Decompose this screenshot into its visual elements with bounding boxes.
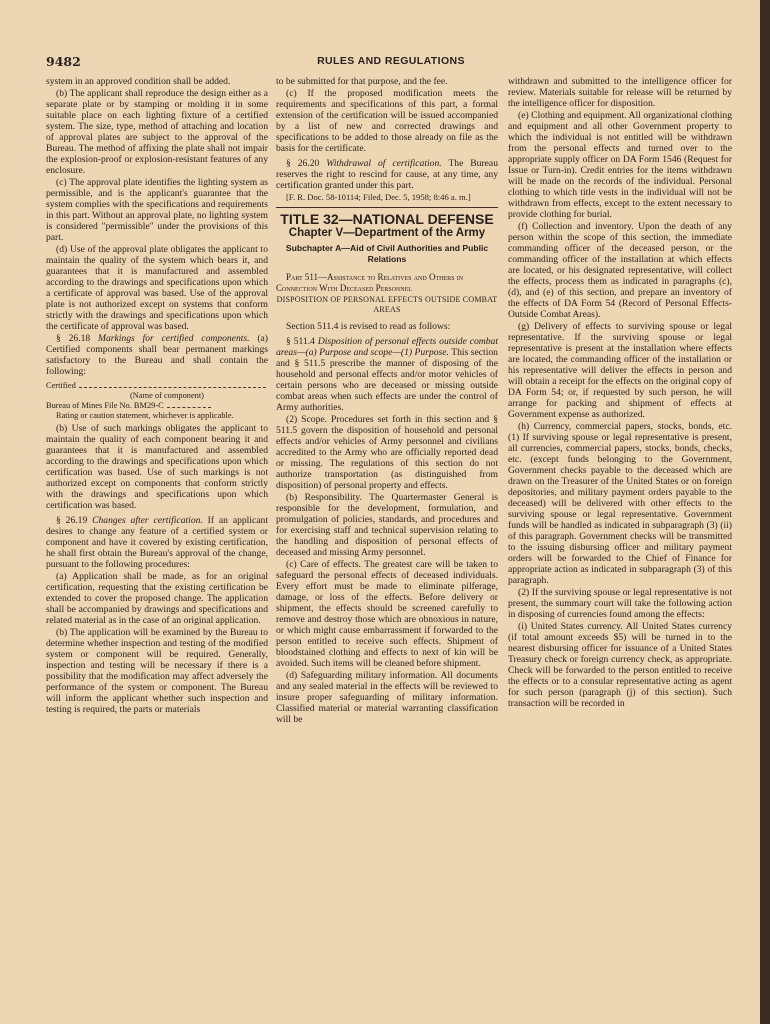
section-subheading: —(a) Purpose and scope—(1) Purpose.	[296, 347, 449, 358]
section-number: § 26.20	[286, 158, 320, 169]
section-title: Markings for certified components.	[97, 333, 250, 344]
paragraph: (b) The application will be examined by the Bureau to determine whether inspection and testing of the modified system or component will be required. Generally, inspection and testing will be necessary if there is a possibility that the modification may affect adversely the performance of the system or component. The Bureau will inform the applicant whether such inspection and testing is required, the parts or materials	[46, 627, 268, 715]
paragraph: (d) Safeguarding military information. All documents and any sealed material in the effects will be reviewed to insure proper safeguarding of military information. Classified material or material warranting classification will be	[276, 670, 498, 725]
paragraph: (f) Collection and inventory. Upon the death of any person within the scope of this section, the immediate commanding officer of the deceased person, or the commanding officer of the installation at which effects are located, or his designated representative, will collect the effects, process them as indicated in paragraphs (c), (d), and (e) of this section, and prepare an inventory of the effects of DA Form 54 (Record of Personal Effects-Outside Combat Areas).	[508, 221, 732, 320]
paragraph: (e) Clothing and equipment. All organizational clothing and equipment and all other Government property to which the individual is not entitled will be withdrawn from the personal effects and turned over to the appropriate supply officer on DA Form 1546 (Request for Issue or Turn-in). Credit entries for the items withdrawn will be made on the records of the individual. Personal clothing to which title vests in the individual will not be withdrawn from effects, except to the extent necessary to provide clothing for burial.	[508, 110, 732, 220]
running-header	[46, 54, 736, 70]
divider	[276, 207, 498, 208]
section-number: § 511.4	[286, 336, 315, 347]
subchapter-heading: Subchapter A—Aid of Civil Authorities and Public Relations	[285, 243, 489, 264]
part-heading: Part 511—Assistance to Relatives and Others in Connection With Deceased Personnel	[276, 272, 464, 293]
paragraph: (c) The approval plate identifies the lighting system as permissible, and is the applicant's guarantee that the system complies with the specifications and requirements in this part. Without an approval plate, no lighting system is considered "permissible" under the provisions of this part.	[46, 177, 268, 243]
paragraph: (c) Care of effects. The greatest care will be taken to safeguard the personal effects of deceased individuals. Every effort must be made to eliminate pilferage, damage, or loss of the effects. Before delivery or shipment, the effects should be screened carefully to remove and destroy those which are obnoxious in nature, or which might cause embarrassment if forwarded to the person entitled to receive such effects. Shipment of bloodstained clothing and effects to next of kin will be avoided. Such items will be cleaned before shipment.	[276, 559, 498, 669]
paragraph: to be submitted for that purpose, and the fee.	[276, 76, 448, 87]
page-number: 9482	[46, 54, 81, 69]
paragraph: (2) If the surviving spouse or legal representative is not present, the summary court will take the following action in disposing of currencies found among the effects:	[508, 587, 732, 620]
text-column-1	[46, 76, 268, 716]
cert-label: Certified	[46, 381, 76, 390]
page-edge-shadow	[760, 0, 770, 1024]
paragraph: (g) Delivery of effects to surviving spouse or legal representative. If the surviving spouse or legal representative is present at the installation where effects are located, the commanding officer of the installation or his representative will deliver the effects in person and will obtain a receipt for the effects on the original copy of DA Form 54; or, if requested by such person, he will arrange for packing and shipment of effects at Government expense as authorized.	[508, 321, 732, 420]
cert-caption: (Name of component)	[130, 391, 204, 400]
text-column-2	[276, 76, 498, 726]
paragraph: (h) Currency, commercial papers, stocks, bonds, etc. (1) If surviving spouse or legal representative is present, all currencies, commercial papers, stocks, bonds, checks, etc. (except funds belonging to the Government, Government checks payable to the deceased which are drawn on the Treasurer of the United States or on foreign depositories, and military payment orders payable to the deceased) will be delivered with other effects to the surviving spouse or legal representative. Government funds will be handled as indicated in subparagraph (3) (ii) of this paragraph. Government checks will be transmitted to the issuing disbursing officer and military payment orders will be forwarded to the Chief of Finance for appropriate action as indicated in subparagraph (3) of this paragraph.	[508, 421, 732, 586]
paragraph: (2) Scope. Procedures set forth in this section and § 511.5 govern the disposition of household and personal effects and/or vehicles of Army personnel and civilians accredited to the Army who are officially reported dead or missing. The regulations of this section do not authorize transportation (as distinguished from disposition) of personal property and effects.	[276, 414, 498, 491]
title-heading: TITLE 32—NATIONAL DEFENSE	[280, 211, 494, 227]
running-title: RULES AND REGULATIONS	[317, 55, 465, 67]
section-26-19	[46, 515, 268, 570]
section-title: Withdrawal of certification.	[326, 158, 442, 169]
section-text: (a) Certified components shall bear permanent markings satisfactory to the Bureau and shall contain the following:	[46, 333, 268, 377]
cert-rating: Rating or caution statement, whichever is applicable.	[56, 411, 234, 420]
section-text: The Bureau reserves the right to rescind for cause, at any time, any certification granted under this part.	[276, 158, 498, 191]
paragraph: (c) If the proposed modification meets the requirements and specifications of this part, a formal extension of the certification will be issued accompanied by a list of new and corrected drawings and specifications to be added to those already on file as the basis for the certificate.	[276, 88, 498, 154]
section-511-4	[276, 336, 498, 413]
section-title: Changes after certification.	[92, 515, 203, 526]
text-column-3	[508, 76, 732, 710]
paragraph: (d) Use of the approval plate obligates the applicant to maintain the quality of the system which bears it, and guarantees that it is manufactured and assembled according to the drawings and specifications upon which a certificate of approval was based. Use of the approval plate is not authorized except on systems that conform strictly with the drawings and specifications upon which the certificate of approval was based.	[46, 244, 268, 332]
disposition-heading: DISPOSITION OF PERSONAL EFFECTS OUTSIDE COMBAT AREAS	[276, 295, 498, 314]
section-title: Disposition of personal effects outside combat areas	[276, 336, 498, 358]
federal-register-doc-note: [F. R. Doc. 58-10114; Filed, Dec. 5, 1958; 8:46 a. m.]	[286, 192, 471, 202]
chapter-heading: Chapter V—Department of the Army	[288, 227, 486, 239]
section-26-20	[276, 158, 498, 191]
paragraph: (b) Responsibility. The Quartermaster General is responsible for the development, formulation, and promulgation of policies, standards, and procedures and for exercising staff and technical supervision relating to the handling and disposition of personal effects of deceased and missing Army personnel.	[276, 492, 498, 558]
certification-marking-form	[46, 381, 268, 421]
paragraph: (i) United States currency. All United States currency (if total amount exceeds $5) will be turned in to the nearest disbursing officer for issuance of a United States Treasury check or foreign currency check, as appropriate. Check will be forwarded to the person entitled to receive the effects or to a consular representative acting as agent for such person (paragraph (j) of this section). Such transaction will be recorded in	[508, 621, 732, 709]
paragraph: withdrawn and submitted to the intelligence officer for review. Materials suitable for release will be returned by the intelligence officer for disposition.	[508, 76, 732, 109]
paragraph: Section 511.4 is revised to read as follows:	[286, 321, 451, 332]
cert-file: Bureau of Mines File No. BM29-C	[46, 401, 164, 410]
section-26-18	[46, 333, 268, 377]
section-text: If an applicant desires to change any feature of a certified system or component and have it covered by existing certification, he shall first obtain the Bureau's approval of the change, pursuant to the following procedures:	[46, 515, 268, 570]
paragraph: system in an approved condition shall be added.	[46, 76, 231, 87]
paragraph: (b) The applicant shall reproduce the design either as a separate plate or by stamping or molding it in some suitable place on each lighting fixture of a certified system. The size, type, method of attaching and location of approval plates are subject to the approval of the Bureau. The method of affixing the plate shall not impair the explosion-proof or explosion-resistant features of any enclosure.	[46, 88, 268, 176]
section-text: This section and § 511.5 prescribe the manner of disposing of the household and personal effects and/or motor vehicles of certain persons who are deceased or missing outside combat areas when such effects are under the control of Army authorities.	[276, 347, 498, 413]
paragraph: (b) Use of such markings obligates the applicant to maintain the quality of each component bearing it and guarantees that it is manufactured and assembled according to the drawings and specifications upon which certification was based. Use of such markings is not authorized except on components that conform strictly with the drawings and specifications upon which certification was based.	[46, 423, 268, 511]
section-number: § 26.19	[56, 515, 88, 526]
paragraph: (a) Application shall be made, as for an original certification, requesting that the existing certification be extended to cover the proposed change. The application shall be accompanied by drawings and specifications and related material as in the case of an original application.	[46, 571, 268, 626]
section-number: § 26.18	[56, 333, 91, 344]
